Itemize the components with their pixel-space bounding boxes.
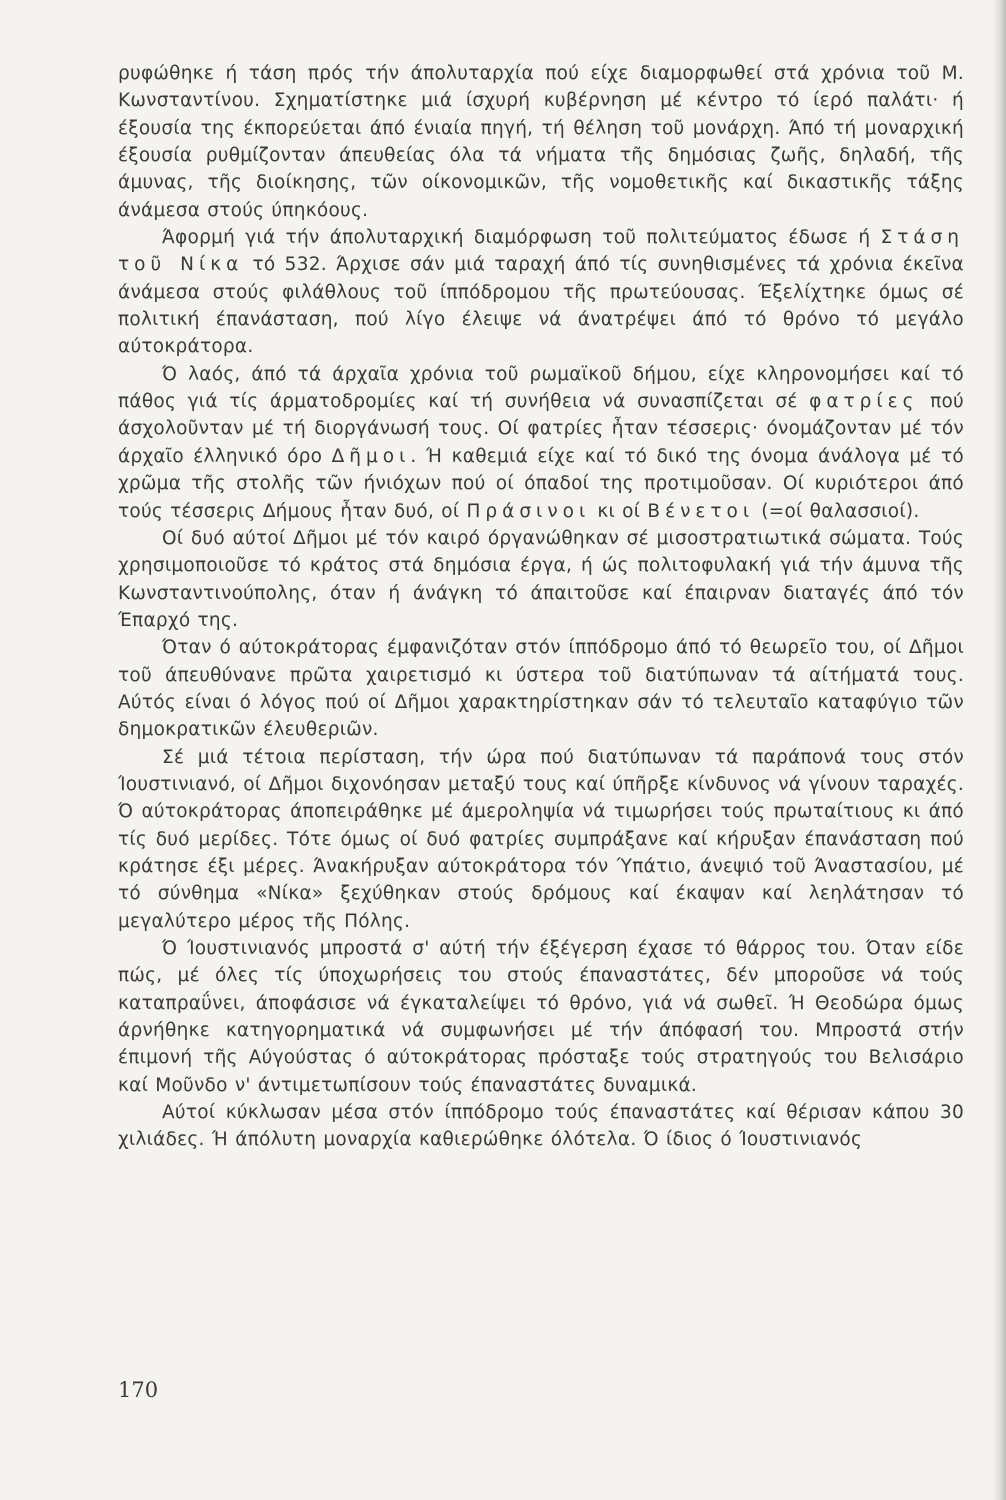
text-run: ρυφώθηκε ή τάση πρός τήν άπολυταρχία πού είχε διαμορφωθεί στά χρόνια τοῦ Μ. Κωνσταντίνου. Σχηματίστηκε μιά ίσχυρή κυβέρνηση μέ κέντρο τό ίερό παλάτι· ή έξουσία της έκπορεύεται άπό ένιαία πηγή, τή θέληση τοῦ μονάρχη. Άπό τή μοναρχική έξουσία ρυθμίζονταν άπευθείας όλα τά νήματα τῆς δημόσιας ζωῆς, δηλαδή, τῆς άμυνας, τῆς διοίκησης, τῶν οίκονομικῶν, τῆς νομοθετικῆς καί δικαστικῆς τάξης άνάμεσα στούς ύπηκόους. [118,63,964,221]
paragraph-4 [118,525,964,634]
text-run: Αύτοί κύκλωσαν μέσα στόν ίππόδρομο τούς έπαναστάτες καί θέρισαν κάπου 30 χιλιάδες. Ή άπόλυτη μοναρχία καθιερώθηκε όλότελα. Ό ίδιος ό Ίουστινιανός [118,1102,964,1151]
text-run: Ό λαός, άπό τά άρχαῖα χρόνια τοῦ ρωμαϊκοῦ δήμου, είχε κληρονομήσει καί τό πάθος γιά τίς άρματοδρομίες καί τή συνήθεια νά συνασπίζεται σέ [118,363,964,413]
page-body-text [118,60,964,1154]
spaced-term: φατρίες [809,391,919,413]
text-run: τό 532. Άρχισε σάν μιά ταραχή άπό τίς συνηθισμένες τά χρόνια έκεῖνα άνάμεσα στούς φιλάθλους τοῦ ίππόδρομου τῆς πρωτεύουσας. Έξελίχτηκε όμως σέ πολιτική έπανάσταση, πού λίγο έλειψε νά άνατρέψει άπό τό θρόνο τό μεγάλο αύτοκράτορα. [118,254,964,358]
text-run: πού άσχολοῦνταν μέ τή διοργάνωσή τους. Οί φατρίες ἦταν τέσσερις· όνομάζονταν μέ τόν άρχαῖο έλληνικό όρο [118,391,964,467]
paragraph-5 [118,634,964,743]
paragraph-6 [118,744,964,935]
spaced-term: Βένετοι [647,500,755,522]
spaced-term: Πράσινοι [466,500,591,522]
paragraph-7 [118,935,964,1099]
paragraph-2 [118,224,964,361]
paragraph-8 [118,1099,964,1154]
text-run: (=οί θαλασσιοί). [754,500,920,522]
text-run: Ό Ίουστινιανός μπροστά σ' αύτή τήν έξέγερση έχασε τό θάρρος του. Όταν είδε πώς, μέ όλες τίς ύποχωρήσεις του στούς έπαναστάτες, δέν μποροῦσε νά τούς καταπραΰνει, άποφάσισε νά έγκαταλείψει τό θρόνο, γιά νά σωθεῖ. Ή Θεοδώρα όμως άρνήθηκε κατηγορηματικά νά συμφωνήσει μέ τήν άπόφασή του. Μπροστά στήν έπιμονή τῆς Αύγούστας ό αύτοκράτορας πρόσταξε τούς στρατηγούς του Βελισάριο καί Μοῦνδο ν' άντιμετωπίσουν τούς έπαναστάτες δυναμικά. [118,938,964,1096]
spaced-term: Στάση τοῦ Νίκα [118,227,964,276]
text-run: Όταν ό αύτοκράτορας έμφανιζόταν στόν ίππόδρομο άπό τό θεωρεῖο του, οί Δῆμοι τοῦ άπευθύνανε πρῶτα χαιρετισμό κι ύστερα τοῦ διατύπωναν τά αίτήματά τους. Αύτός είναι ό λόγος πού οί Δῆμοι χαρακτηρίστηκαν σάν τό τελευταῖο καταφύγιο τῶν δημοκρατικῶν έλευθεριῶν. [118,637,964,741]
text-run: Οί δυό αύτοί Δῆμοι μέ τόν καιρό όργανώθηκαν σέ μισοστρατιωτικά σώματα. Τούς χρησιμοποιοῦσε τό κράτος στά δημόσια έργα, ή ώς πολιτοφυλακή γιά τήν άμυνα τῆς Κωνσταντινούπολης, όταν ή άνάγκη τό άπαιτοῦσε καί έπαιρναν διαταγές άπό τόν Έπαρχό της. [118,527,964,631]
page-number: 170 [118,1378,159,1402]
spaced-term: Δῆμοι [331,445,411,467]
paragraph-1 [118,60,964,224]
page-edge-shadow [992,0,1006,1500]
text-run: . Ή καθεμιά είχε καί τό δικό της όνομα άνάλογα μέ τό χρῶμα τῆς στολῆς τῶν ήνιόχων πού οί όπαδοί της προτιμοῦσαν. Οί κυριότεροι άπό τούς τέσσερις Δήμους ἦταν δυό, οί [118,445,964,522]
text-run: κι οί [590,500,648,522]
text-run: Σέ μιά τέτοια περίσταση, τήν ώρα πού διατύπωναν τά παράπονά τους στόν Ίουστινιανό, οί Δῆμοι διχονόησαν μεταξύ τους καί ύπῆρξε κίνδυνος νά γίνουν ταραχές. Ό αύτοκράτορας άποπειράθηκε μέ άμεροληψία νά τιμωρήσει τούς πρωταίτιους κι άπό τίς δυό μερίδες. Τότε όμως οί δυό φατρίες συμπράξανε καί κήρυξαν έπανάσταση πού κράτησε έξι μέρες. Άνακήρυξαν αύτοκράτορα τόν Ύπάτιο, άνεψιό τοῦ Άναστασίου, μέ τό σύνθημα «Νίκα» ξεχύθηκαν στούς δρόμους καί έκαψαν καί λεηλάτησαν τό μεγαλύτερο μέρος τῆς Πόλης. [118,746,964,932]
paragraph-3 [118,361,964,525]
text-run: Άφορμή γιά τήν άπολυταρχική διαμόρφωση τοῦ πολιτεύματος έδωσε ή [162,227,881,249]
